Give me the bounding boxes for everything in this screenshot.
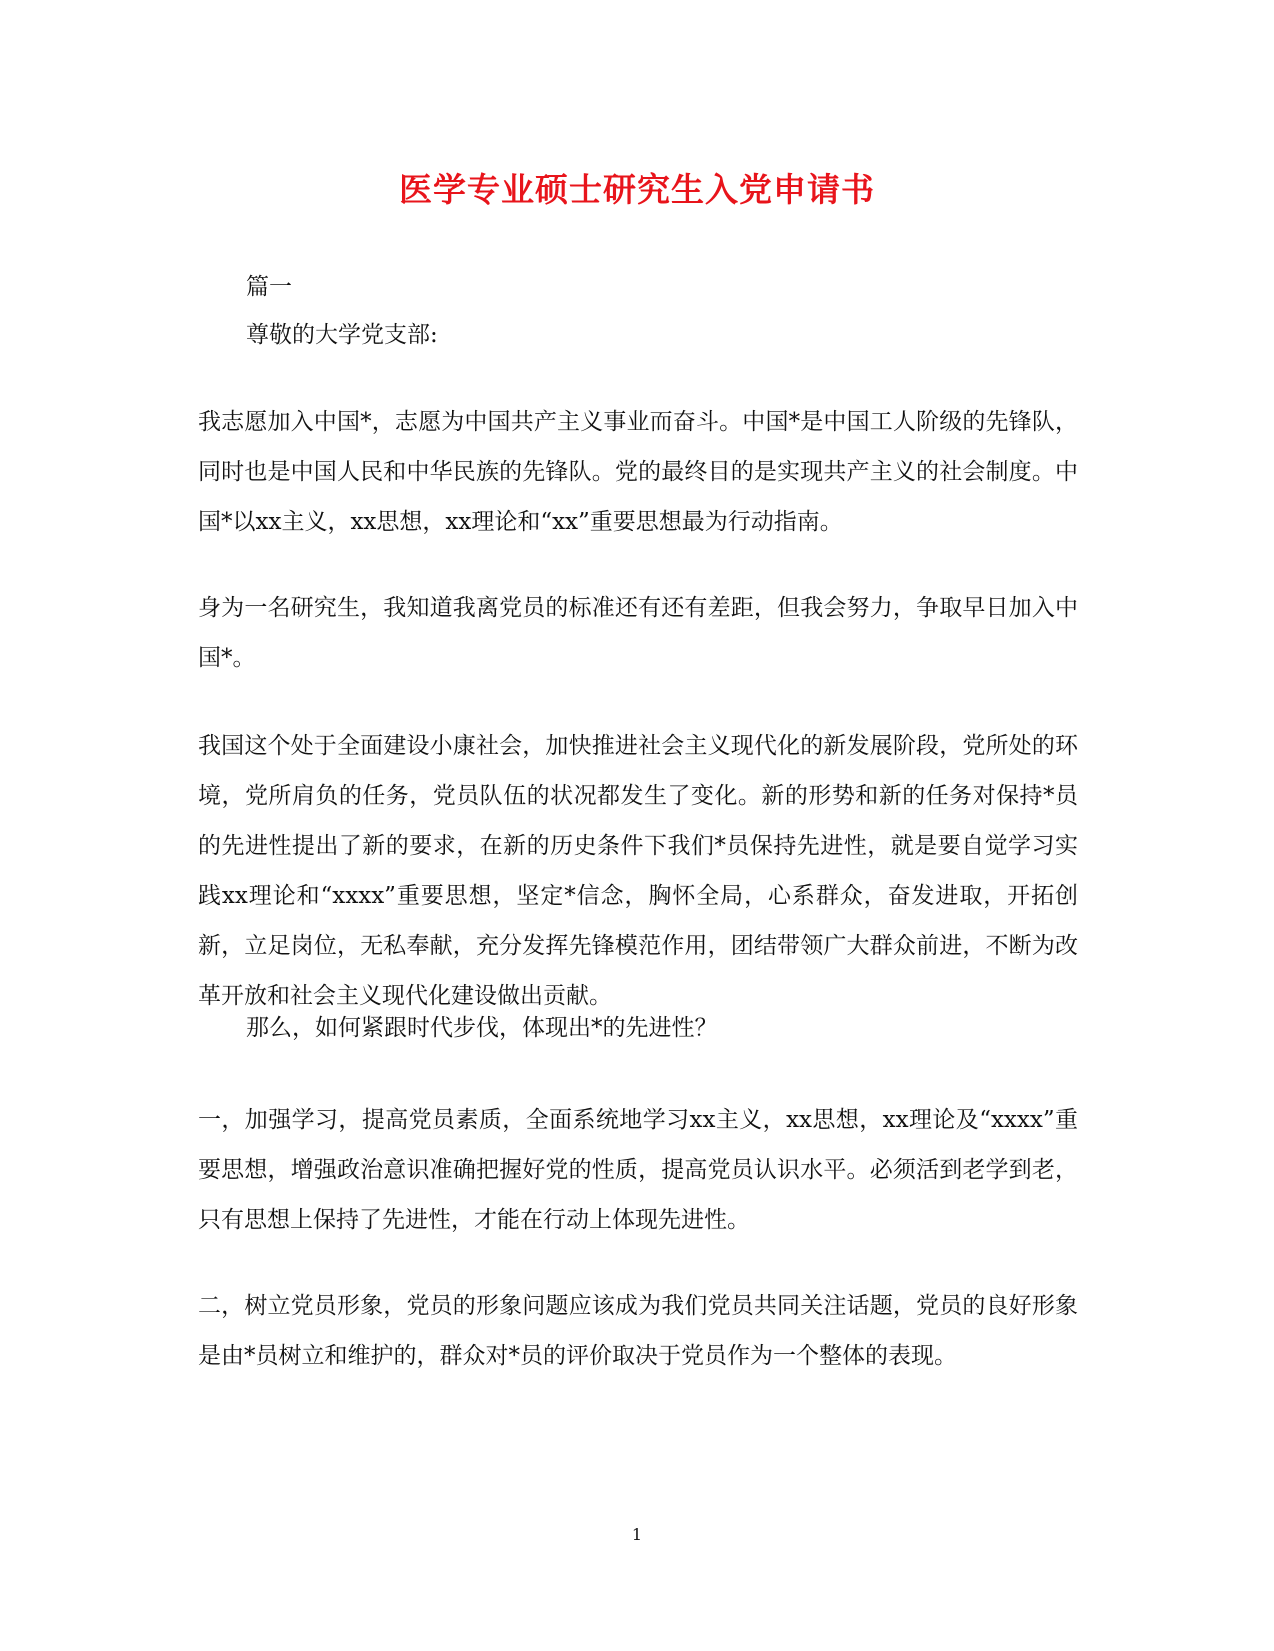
document-title: 医学专业硕士研究生入党申请书 <box>399 170 875 209</box>
page-number: 1 <box>631 1525 643 1544</box>
paragraph-5: 一，加强学习，提高党员素质，全面系统地学习xx主义，xx思想，xx理论及“xxxx”重要思想，增强政治意识准确把握好党的性质，提高党员认识水平。必须活到老学到老，只有思想上保持了先进性，才能在行动上体现先进性。 <box>198 1107 1078 1233</box>
salutation: 尊敬的大学党支部: <box>246 322 438 348</box>
paragraph-1: 我志愿加入中国*，志愿为中国共产主义事业而奋斗。中国*是中国工人阶级的先锋队，同时也是中国人民和中华民族的先锋队。党的最终目的是实现共产主义的社会制度。中国*以xx主义，xx思想，xx理论和“xx”重要思想最为行动指南。 <box>198 409 1078 535</box>
section-label: 篇一 <box>246 274 292 300</box>
paragraph-3: 我国这个处于全面建设小康社会，加快推进社会主义现代化的新发展阶段，党所处的环境，党所肩负的任务，党员队伍的状况都发生了变化。新的形势和新的任务对保持*员的先进性提出了新的要求，在新的历史条件下我们*员保持先进性，就是要自觉学习实践xx理论和“xxxx”重要思想，坚定*信念，胸怀全局，心系群众，奋发进取，开拓创新，立足岗位，无私奉献，充分发挥先锋模范作用，团结带领广大群众前进，不断为改革开放和社会主义现代化建设做出贡献。 <box>198 733 1078 1009</box>
paragraph-4: 那么，如何紧跟时代步伐，体现出*的先进性？ <box>246 1015 718 1041</box>
paragraph-2: 身为一名研究生，我知道我离党员的标准还有还有差距，但我会努力，争取早日加入中国*。 <box>198 595 1078 671</box>
paragraph-6: 二，树立党员形象，党员的形象问题应该成为我们党员共同关注话题，党员的良好形象是由*员树立和维护的，群众对*员的评价取决于党员作为一个整体的表现。 <box>198 1293 1078 1369</box>
